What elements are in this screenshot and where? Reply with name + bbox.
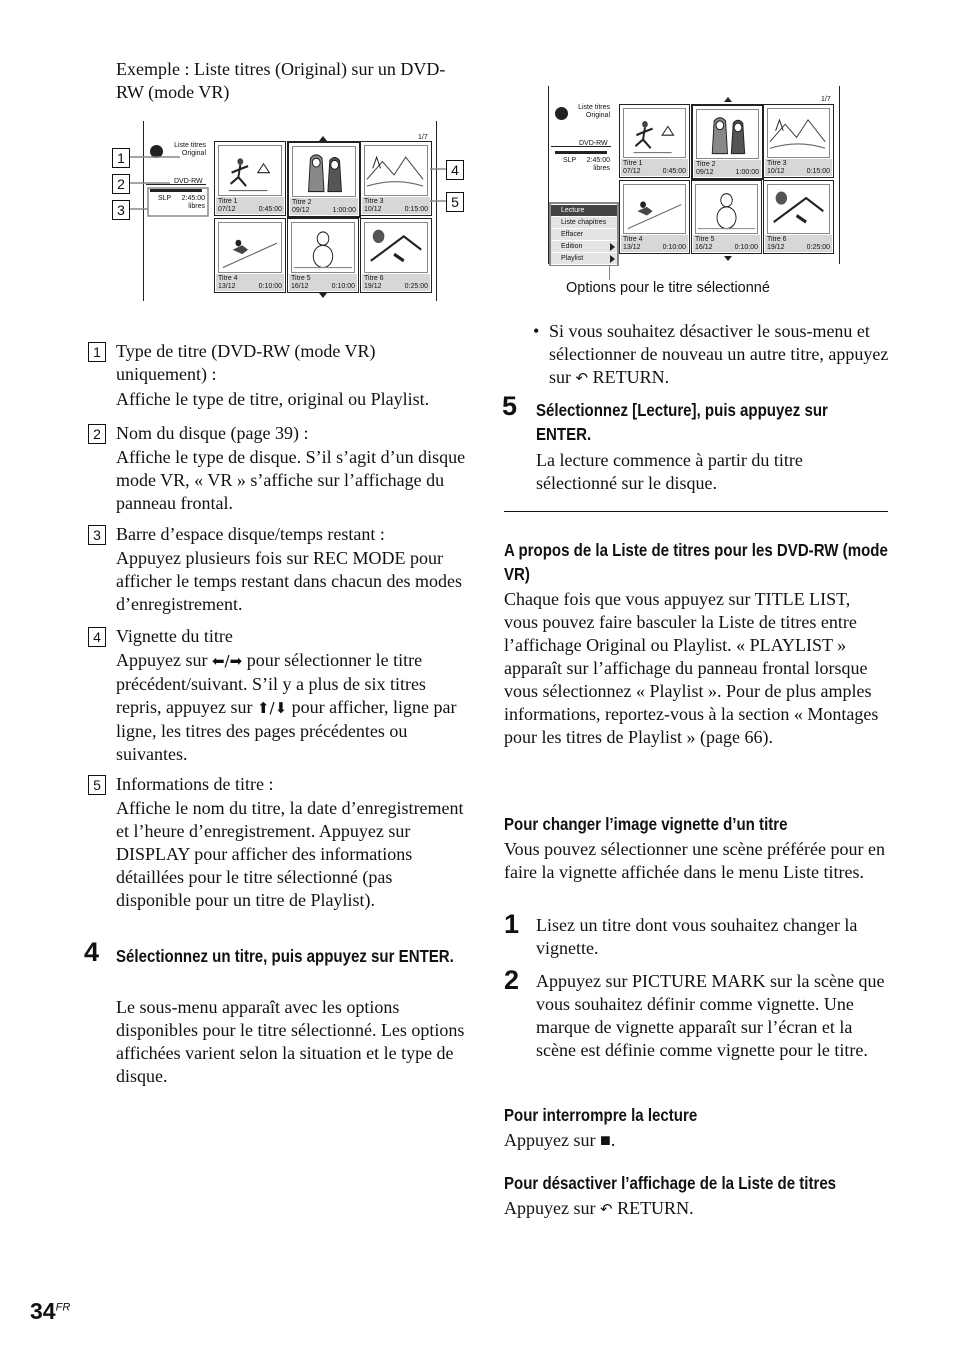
title-duration: 0:10:00 [331,283,355,290]
item-4-body: Appuyez sur ⬅/➡ pour sélectionner le titre précédent/suivant. S’il y a plus de six titres repris, appuyez sur ⬆/⬇ pour afficher, ligne par ligne, les titres des pages précédentes ou suivantes. [116,650,457,764]
submenu-item-edition[interactable]: Edition [551,241,617,253]
title-name: Titre 1 [218,198,238,205]
item-1-number: 1 [88,342,106,362]
title-list-screen-submenu [548,86,840,264]
section-vr-heading: A propos de la Liste de titres pour les DVD-RW (mode VR) [504,540,888,584]
thumb-step-2-number: 2 [504,965,520,995]
item-5-body: Affiche le nom du titre, la date d’enregistrement et l’heure d’enregistrement. Appuyez sur DISPLAY pour afficher des informations détaillées pour le titre sélectionné (pas disponible pour un titre de Playlist). [116,798,464,910]
callout-3: 3 [112,200,130,220]
chevron-right-icon [610,243,615,251]
title-thumbnail[interactable] [763,180,834,254]
submenu[interactable] [549,202,619,266]
thumbnail-image [696,109,759,159]
callout-5: 5 [446,192,464,212]
title-thumbnail[interactable] [619,180,690,254]
title-info [694,160,761,177]
chevron-right-icon [610,255,615,263]
title-duration: 0:45:00 [258,206,282,213]
step-5-number: 5 [502,391,518,421]
title-date: 16/12 [291,283,309,290]
thumb-step-1-number: 1 [504,909,520,939]
section-close-heading: Pour désactiver l’affichage de la Liste de titres [504,1173,837,1193]
item-2-title: Nom du disque (page 39) : [116,423,309,443]
thumb-step-1-text: Lisez un titre dont vous souhaitez changer la vignette. [536,915,858,958]
step-4-body: Le sous-menu apparaît avec les options disponibles pour le titre sélectionné. Les options affichées varient selon la situation et le type de disque. [116,997,465,1086]
disc-name: DVD-RW [579,140,608,147]
title-date: 19/12 [767,244,785,251]
remaining-time: 2:45:00 [586,157,610,164]
item-1-body: Affiche le type de titre, original ou Playlist. [116,389,430,409]
remaining-time: 2:45:00 [181,195,205,202]
item-4-number: 4 [88,627,106,647]
page-number: $34^{FR}$ [30,1298,71,1324]
item-2-number: 2 [88,424,106,444]
title-date: 09/12 [292,207,310,214]
title-duration: 0:15:00 [404,206,428,213]
space-bar [555,151,607,154]
thumbnail-image [623,108,686,158]
page-indicator: 1/7 [418,134,428,141]
title-date: 10/12 [364,206,382,213]
return-bullet: Si vous souhaitez désactiver le sous-menu et sélectionner de nouveau un autre titre, appuyez sur ↶ RETURN. [549,321,889,387]
callout-1: 1 [112,148,130,168]
scroll-up-icon [724,97,732,102]
example-caption: Exemple : Liste titres (Original) sur un DVD-RW (mode VR) [116,59,446,102]
title-duration: 0:10:00 [258,283,282,290]
item-4-title: Vignette du titre [116,626,233,646]
remaining-label: libres [593,165,610,172]
title-date: 13/12 [218,283,236,290]
title-name: Titre 4 [623,236,643,243]
left-right-arrows-icon: ⬅/➡ [211,652,243,670]
title-date: 16/12 [695,244,713,251]
title-date: 19/12 [364,283,382,290]
title-info [621,159,688,176]
panel-title: Liste titres [174,142,206,149]
title-thumbnail[interactable] [691,104,764,180]
title-duration: 0:10:00 [734,244,758,251]
submenu-item-lecture[interactable]: Lecture [551,205,617,217]
step-4-heading: Sélectionnez un titre, puis appuyez sur ENTER. [116,946,454,966]
callout-4: 4 [446,160,464,180]
rec-mode: SLP [158,195,172,202]
options-caption: Options pour le titre sélectionné [566,280,770,296]
item-5-title: Informations de titre : [116,774,274,794]
scroll-down-icon [724,256,732,261]
title-name: Titre 2 [696,161,716,168]
title-date: 07/12 [218,206,236,213]
item-2-body: Affiche le type de disque. S’il s’agit d’un disque mode VR, « VR » s’affiche sur l’affichage du panneau frontal. [116,447,466,513]
item-3-title: Barre d’espace disque/temps restant : [116,524,385,544]
title-name: Titre 3 [767,160,787,167]
disc-name: DVD-RW [174,178,203,185]
title-name: Titre 5 [291,275,311,282]
title-name: Titre 1 [623,160,643,167]
title-name: Titre 4 [218,275,238,282]
title-info [693,235,760,252]
title-duration: 0:25:00 [806,244,830,251]
panel-title: Liste titres [578,104,610,111]
submenu-item-effacer[interactable]: Effacer [551,229,617,241]
item-5-number: 5 [88,775,106,795]
title-date: 13/12 [623,244,641,251]
title-name: Titre 2 [292,199,312,206]
title-duration: 1:00:00 [332,207,356,214]
item-3-body: Appuyez plusieurs fois sur REC MODE pour afficher le temps restant dans chacun des modes d’enregistrement. [116,548,463,614]
return-icon: ↶ [599,1200,613,1218]
up-down-arrows-icon: ⬆/⬇ [256,699,288,717]
section-vr-body: Chaque fois que vous appuyez sur TITLE LIST, vous pouvez faire basculer la Liste de titres entre l’affichage Original ou Playlist. « PLAYLIST » apparaît sur l’affichage du panneau frontal lorsque vous sélectionnez « Playlist ». Pour de plus amples informations, reportez-vous à la section « Montages pour les titres de Playlist » (page 66). [504,589,879,747]
section-close-body: Appuyez sur ↶ RETURN. [504,1198,694,1218]
title-thumbnail[interactable] [691,180,762,254]
thumb-step-2-text: Appuyez sur PICTURE MARK sur la scène que vous souhaitez définir comme vignette. Une marque de vignette apparaît sur l’écran et la scène est définie comme vignette pour le titre. [536,971,885,1060]
section-divider [504,511,888,512]
title-duration: 0:45:00 [662,168,686,175]
section-stop-body: Appuyez sur ■. [504,1130,616,1150]
thumbnail-image [767,184,830,234]
step-5-heading: Sélectionnez [Lecture], puis appuyez sur ENTER. [536,400,828,444]
title-date: 07/12 [623,168,641,175]
title-thumbnail[interactable] [763,104,834,178]
title-name: Titre 5 [695,236,715,243]
section-thumbnail-body: Vous pouvez sélectionner une scène préférée pour en faire la vignette affichée dans le menu Liste titres. [504,839,886,882]
title-name: Titre 6 [364,275,384,282]
panel-subtitle: Original [585,112,610,119]
title-duration: 0:25:00 [404,283,428,290]
title-duration: 0:15:00 [806,168,830,175]
title-duration: 0:10:00 [662,244,686,251]
submenu-item-liste-chapitres[interactable]: Liste chapitres [551,217,617,229]
remaining-label: libres [188,203,205,210]
step-4-number: 4 [84,937,100,967]
title-info [765,235,832,252]
thumbnail-image [767,108,830,158]
return-icon: ↶ [575,369,589,387]
disc-icon [555,107,568,120]
title-name: Titre 6 [767,236,787,243]
title-date: 09/12 [696,169,714,176]
page-indicator: 1/7 [821,96,831,103]
step-5-body: La lecture commence à partir du titre sélectionné sur le disque. [536,450,803,493]
title-info [621,235,688,252]
title-date: 10/12 [767,168,785,175]
rec-mode: SLP [563,157,577,164]
panel-subtitle: Original [181,150,206,157]
item-3-number: 3 [88,525,106,545]
stop-icon: ■ [599,1130,611,1150]
title-info [765,159,832,176]
callout-2: 2 [112,174,130,194]
thumbnail-image [623,184,686,234]
title-thumbnail[interactable] [619,104,690,178]
thumbnail-image [695,184,758,234]
title-name: Titre 3 [364,198,384,205]
section-stop-heading: Pour interrompre la lecture [504,1105,698,1125]
title-duration: 1:00:00 [735,169,759,176]
section-thumbnail-heading: Pour changer l’image vignette d’un titre [504,814,788,834]
submenu-item-playlist[interactable]: Playlist [551,253,617,265]
item-1-title: Type de titre (DVD-RW (mode VR) uniquement) : [116,341,376,384]
